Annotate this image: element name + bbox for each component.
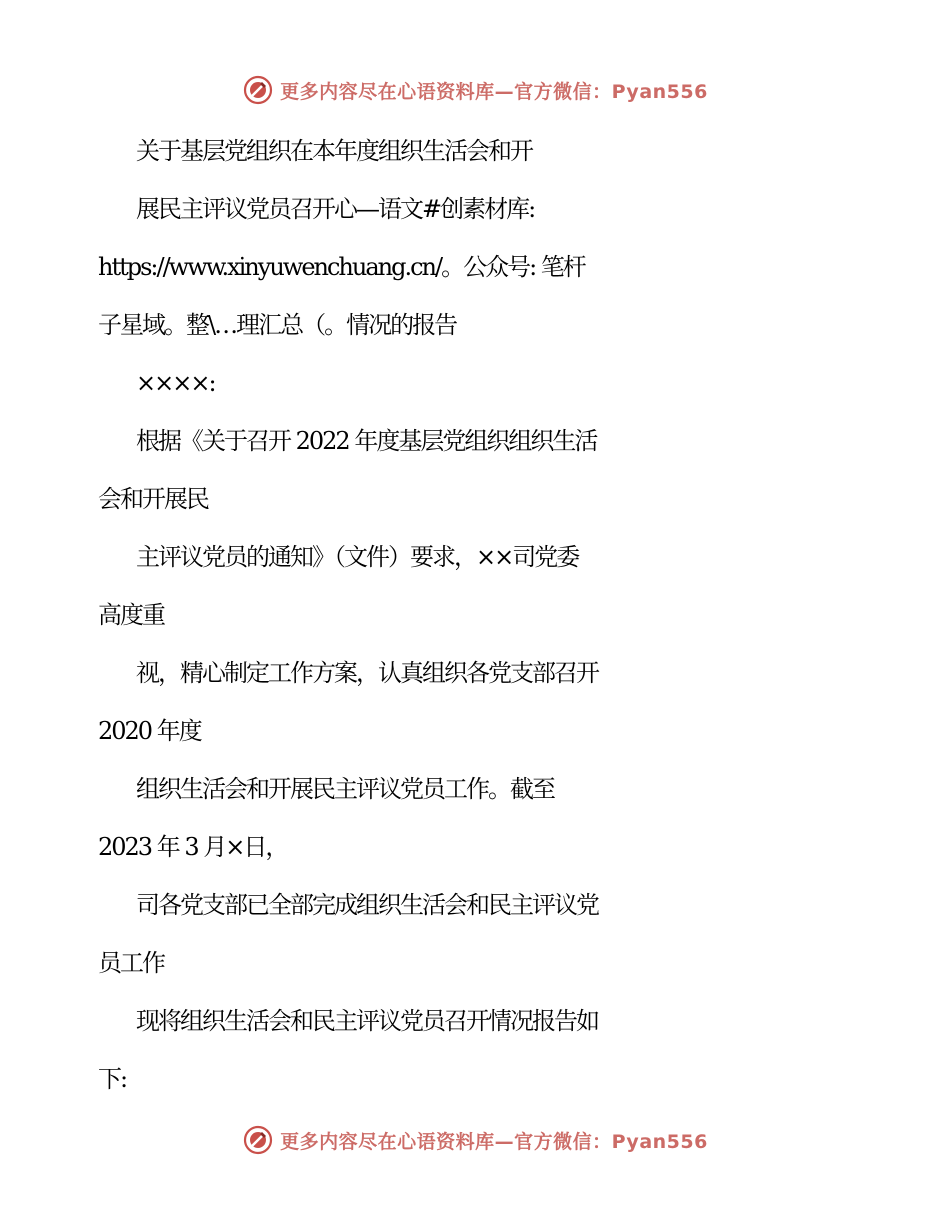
pen-logo-icon [242, 74, 274, 106]
header-banner [0, 70, 950, 110]
text-line: 会和开展民 [98, 485, 208, 513]
text-line: 视，精心制定工作方案，认真组织各党支部召开 [136, 659, 598, 687]
text-line: 高度重 [98, 601, 164, 629]
text-line: 关于基层党组织在本年度组织生活会和开 [136, 137, 532, 165]
text-line: 2023 年 3 月×日， [98, 833, 288, 861]
text-line: 下: [98, 1065, 127, 1093]
text-line: 司各党支部已全部完成组织生活会和民主评议党 [136, 891, 598, 919]
text-line: 子星域。整\…理汇总（。情况的报告 [98, 311, 457, 339]
text-line: ××××: [136, 369, 215, 397]
banner-text: 更多内容尽在心语资料库—官方微信：Pyan556 [280, 1130, 708, 1153]
text-line: 现将组织生活会和民主评议党员召开情况报告如 [136, 1007, 598, 1035]
text-line: https://www.xinyuwenchuang.cn/。公众号: 笔杆 [98, 253, 585, 281]
banner-text: 更多内容尽在心语资料库—官方微信：Pyan556 [280, 80, 708, 103]
footer-banner [0, 1120, 950, 1160]
text-line: 员工作 [98, 949, 164, 977]
pen-logo-icon [242, 1124, 274, 1156]
text-line: 组织生活会和开展民主评议党员工作。截至 [136, 775, 554, 803]
text-line: 2020 年度 [98, 717, 201, 745]
text-line: 主评议党员的通知》（文件）要求，××司党委 [136, 543, 579, 571]
text-line: 展民主评议党员召开心—语文#创素材库: [136, 195, 535, 223]
text-line: 根据《关于召开 2022 年度基层党组织组织生活 [136, 427, 597, 455]
document-body [98, 122, 858, 1108]
